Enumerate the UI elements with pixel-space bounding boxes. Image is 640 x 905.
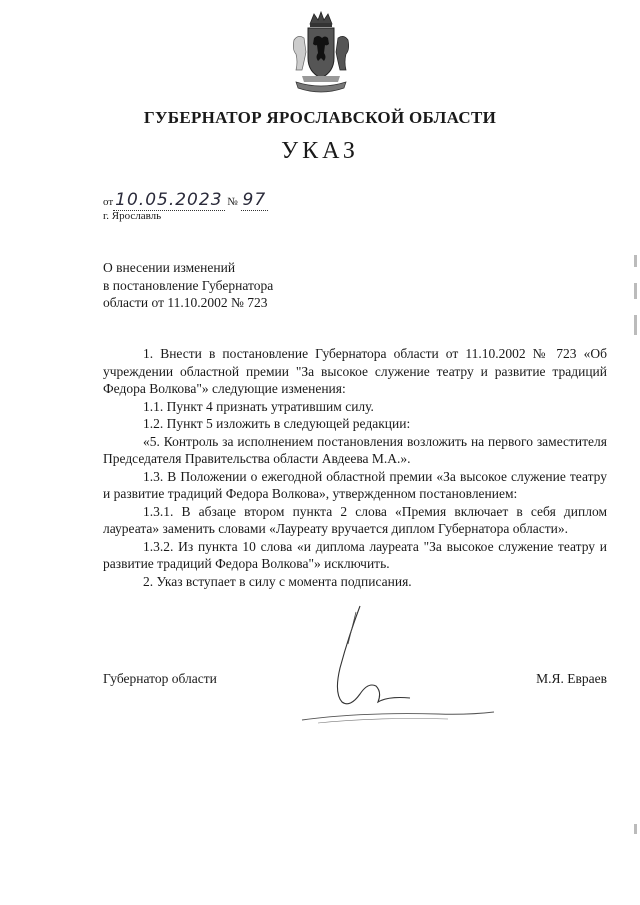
- body-paragraph: 1. Внести в постановление Губернатора области от 11.10.2002 № 723 «Об учреждении областной премии "За высокое служение театру и развитие традиций Федора Волкова"» следующие изменения:: [103, 346, 607, 396]
- date-number-line: [103, 190, 268, 210]
- body-paragraph: 1.3.1. В абзаце втором пункта 2 слова «Премия включает в себя диплом лауреата» заменить словами «Лауреату вручается диплом Губернатора области».: [103, 503, 607, 536]
- document-type: УКАЗ: [281, 138, 359, 164]
- document-number: 97: [242, 190, 267, 210]
- scan-margin-mark: [634, 283, 637, 299]
- body-paragraph: 2. Указ вступает в силу с момента подписания.: [143, 573, 412, 589]
- subject-line: области от 11.10.2002 № 723: [103, 295, 268, 310]
- signatory-name: М.Я. Евраев: [536, 671, 607, 686]
- body-paragraph: 1.2. Пункт 5 изложить в следующей редакции:: [143, 416, 411, 431]
- subject-line: О внесении изменений: [103, 260, 236, 275]
- document-subject: [103, 259, 273, 312]
- document-body: [103, 345, 607, 590]
- issuing-authority: ГУБЕРНАТОР ЯРОСЛАВСКОЙ ОБЛАСТИ: [143, 108, 497, 127]
- subject-line: в постановление Губернатора: [103, 277, 274, 293]
- date-prefix: от: [103, 196, 114, 208]
- scan-margin-mark: [634, 824, 637, 834]
- signatory-position: Губернатор области: [103, 671, 217, 686]
- body-paragraph: 1.3.2. Из пункта 10 слова «и диплома лауреата "За высокое служение театру и развитие традиций Федора Волкова"» исключить.: [103, 538, 607, 571]
- scan-margin-mark: [634, 315, 637, 335]
- handwritten-signature: [298, 598, 498, 728]
- body-paragraph: 1.1. Пункт 4 признать утратившим силу.: [143, 398, 374, 414]
- document-date: 10.05.2023: [115, 190, 223, 210]
- body-paragraph: 1.3. В Положении о ежегодной областной премии «За высокое служение театру и развитие традиций Федора Волкова», утвержденном постановлением:: [103, 468, 607, 501]
- city: г. Ярославль: [103, 210, 162, 222]
- coat-of-arms-emblem: [288, 10, 354, 96]
- number-prefix: №: [227, 196, 238, 208]
- scan-margin-mark: [634, 255, 637, 267]
- body-paragraph: «5. Контроль за исполнением постановления возложить на первого заместителя Председателя Правительства области Авдеева М.А.».: [103, 433, 607, 466]
